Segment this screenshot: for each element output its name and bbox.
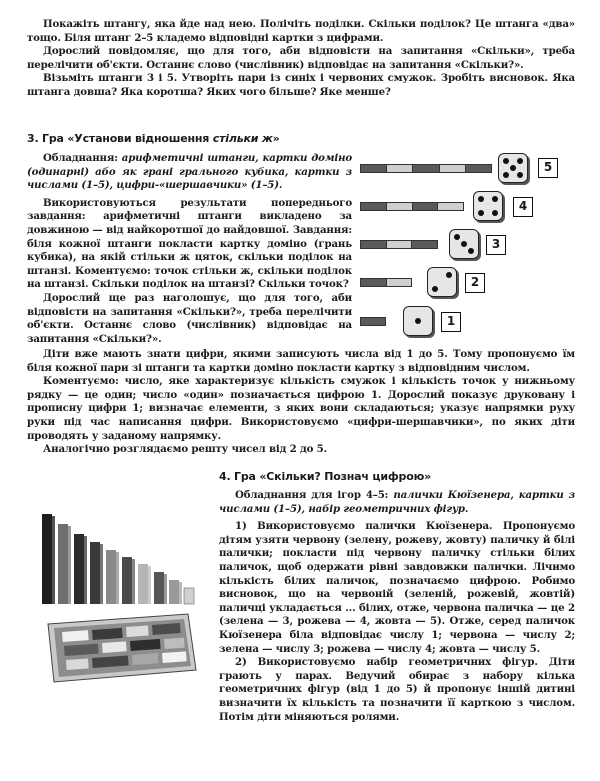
die-one-dot bbox=[403, 306, 433, 336]
rod-2 bbox=[360, 278, 412, 287]
paragraph: Дорослий повідомляє, що для того, аби відповісти на запитання «Скільки», треба перелічити об'єкти. Останнє слово (числівник) відповідає на запитання «Скільки?». bbox=[27, 45, 575, 71]
number-card-2: 2 bbox=[465, 273, 485, 293]
paragraph: Діти вже мають знати цифри, якими записують числа від 1 до 5. Тому пропонуємо їм біля кожної пари зі штанги та картки доміно покласти картку з відповідним числом. bbox=[27, 348, 575, 374]
paragraph: Використовуються результати попереднього завдання: арифметичні штанги викладено за довжиною — від найкоротшої до найдовшої. Завдання: біля кожної штанги покласти картку доміно (грань кубика), на якій стільки ж цяток, скільки поділок на штанзі. Коментуємо: точок стільки ж, скільки поділок на штанзі. Скільки поділок на штанзі? Скільки точок? bbox=[27, 196, 352, 291]
paragraph: Візьміть штанги 3 і 5. Утворіть пари із синіх і червоних смужок. Зробіть висновок. Яка штанга довша? Яка коротша? Яких чого більше? Яке менше? bbox=[27, 72, 575, 98]
section-4-heading: 4. Гра «Скільки? Познач цифрою» bbox=[219, 470, 431, 483]
section-3-heading: 3. Гра «Установи відношення стільки ж» bbox=[27, 132, 280, 145]
paragraph: Дорослий ще раз наголошує, що для того, аби відповісти на запитання «Скільки?», треба перелічити об'єкти. Останнє слово (числівник) відповідає на запитання «Скільки?». bbox=[27, 291, 352, 345]
rods-dice-figure bbox=[360, 150, 575, 345]
paragraph: Аналогічно розглядаємо решту чисел від 2 до 5. bbox=[43, 443, 328, 456]
section-3-text-wide bbox=[27, 348, 575, 457]
equipment-paragraph: Обладнання: арифметичні штанги, картки доміно (одинарні) або як грані гральнoго кубика, картки з числами (1–5), цифри-«шершавчики» (1–5). bbox=[27, 152, 352, 192]
rod-3 bbox=[360, 240, 438, 249]
die-three-dots bbox=[449, 229, 479, 259]
top-text bbox=[27, 18, 575, 100]
die-two-dots bbox=[427, 267, 457, 297]
paragraph: Коментуємо: число, яке характеризує кількість смужок і кількість точок у нижньому рядку — це один; число «один» позначається цифрою 1. Дорослий показує друковану і прописну цифри 1; визначає елементи, з яких вони складаються; указує напрямки руху руки під час написання цифри. Використовуємо «цифри-шершавчики», по яких діти проводять у заданому напрямку. bbox=[27, 375, 575, 442]
rod-1 bbox=[360, 317, 386, 326]
section-4-text bbox=[219, 489, 575, 724]
equipment-paragraph: Обладнання для ігор 4–5: палички Кюїзенера, картки з числами (1–5), набір геометричних фігур. bbox=[219, 489, 575, 515]
number-card-5: 5 bbox=[538, 158, 558, 178]
paragraph: 2) Використовуємо набір геометричних фігур. Діти грають у парах. Ведучий обирає з набору кілька геометричних фігур (від 1 до 5) й пропонує іншій дитині визначити їх кількість та позначити її карткою з числом. Потім діти міняються ролями. bbox=[219, 656, 575, 723]
number-card-4: 4 bbox=[513, 197, 533, 217]
die-four-dots bbox=[473, 191, 503, 221]
paragraph: 1) Використовуємо палички Кюїзенера. Пропонуємо дітям узяти червону (зелену, рожеву, жовту) паличку й білі палички; покласти під червону паличку стільки білих паличок, щоб одержати рівні завдовжки палички. Лічимо кількість білих паличок, позначаємо цифрою. Робимо висновок, що на червоній (зеленій, рожевій, жовтій) паличці укладається ... білих, отже, червона паличка — це 2 (зелена — 3, рожева — 4, жовта — 5). Отже, серед паличок Кюїзенера біла відповідає числу 1; червона — числу 2; зелена — числу 3; рожева — числу 4; жовта — числу 5. bbox=[219, 520, 575, 655]
section-3-text bbox=[27, 152, 352, 346]
cuisenaire-rods-photo bbox=[38, 512, 200, 688]
number-card-1: 1 bbox=[441, 312, 461, 332]
die-five-dots bbox=[498, 153, 528, 183]
rod-4 bbox=[360, 202, 464, 211]
rod-5 bbox=[360, 164, 492, 173]
number-card-3: 3 bbox=[486, 235, 506, 255]
paragraph: Покажіть штангу, яка йде над нею. Полічіть поділки. Скільки поділок? Це штанга «два» тощо. Біля штанг 2–5 кладемо відповідні картки з цифрами. bbox=[27, 18, 575, 44]
